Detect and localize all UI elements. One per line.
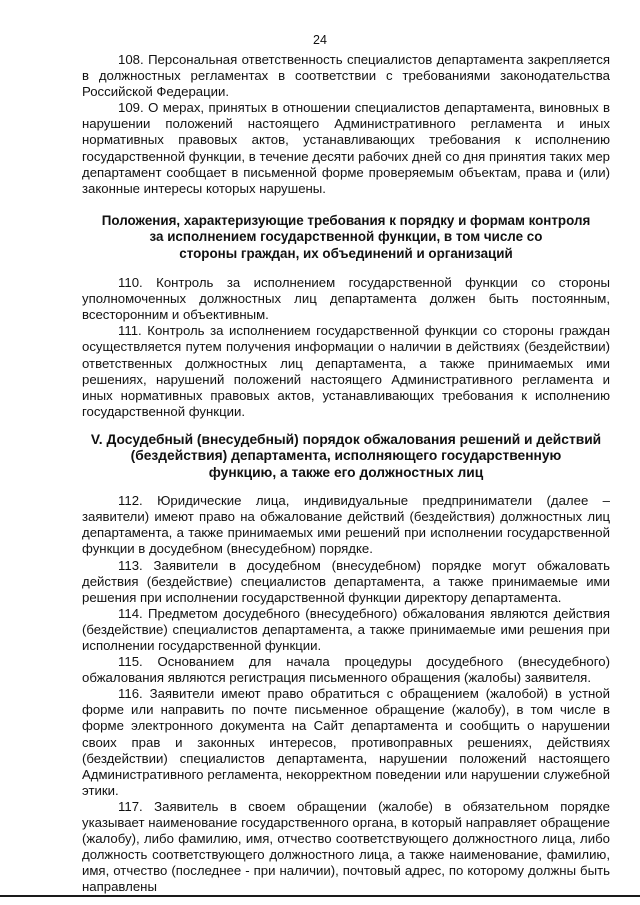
- heading-line: за исполнением государственной функции, в том числе со: [149, 229, 543, 245]
- paragraph-111: 111. Контроль за исполнением государственной функции со стороны граждан осуществляется путем получения информации о наличии в действиях (бездействии) ответственных должностных лиц департамента, а также принимаемых ими решениях, нарушений положений настоящего Административного регламента и иных нормативных правовых актов, устанавливающих требования к исполнению государственной функции.: [82, 323, 610, 419]
- paragraph-117: 117. Заявитель в своем обращении (жалобе) в обязательном порядке указывает наименование государственного органа, в который направляет обращение (жалобу), либо фамилию, имя, отчество соответствующего должностного лица, либо должность соответствующего должностного лица, а также наименование, фамилию, имя, отчество (последнее - при наличии), почтовый адрес, по которому должны быть направлены: [82, 798, 610, 895]
- section-heading-control: [82, 213, 610, 262]
- paragraph-113: 113. Заявители в досудебном (внесудебном) порядке могут обжаловать действия (бездействие) специалистов департамента, а также принимаемые ими решения при исполнении государственной функции директору департамента.: [82, 557, 610, 605]
- paragraph-112: 112. Юридические лица, индивидуальные предприниматели (далее – заявители) имеют право на обжалование действий (бездействия) должностных лиц департамента, а также принимаемых ими решений при исполнении государственной функции в досудебном (внесудебном) порядке.: [82, 493, 610, 557]
- heading-line: V. Досудебный (внесудебный) порядок обжалования решений и действий: [90, 431, 602, 447]
- page-bottom-border: [0, 895, 640, 897]
- paragraph-115: 115. Основанием для начала процедуры досудебного (внесудебного) обжалования являются регистрация письменного обращения (жалобы) заявителя.: [82, 654, 610, 686]
- paragraph-114: 114. Предметом досудебного (внесудебного) обжалования являются действия (бездействие) специалистов департамента, а также принимаемые ими решения при исполнении государственной функции.: [82, 605, 610, 653]
- paragraph-116: 116. Заявители имеют право обратиться с обращением (жалобой) в устной форме или направить по почте письменное обращение (жалобу), в том числе в форме электронного документа на Сайт департамента и сообщить о нарушении своих прав и законных интересов, противоправных решениях, действиях (бездействии) специалистов департамента, нарушении положений настоящего Административного регламента, некорректном поведении или нарушении служебной этики.: [82, 686, 610, 798]
- heading-line: (бездействия) департамента, исполняющего государственную: [130, 448, 562, 464]
- paragraph-110: 110. Контроль за исполнением государственной функции со стороны уполномоченных должностных лиц департамента должен быть постоянным, всесторонним и объективным.: [82, 275, 610, 323]
- document-body: [82, 52, 610, 895]
- heading-line: Положения, характеризующие требования к порядку и формам контроля: [101, 212, 591, 228]
- heading-line: функцию, а также его должностных лиц: [208, 464, 484, 480]
- paragraph-109: 109. О мерах, принятых в отношении специалистов департамента, виновных в нарушении положений настоящего Административного регламента и иных нормативных правовых актов, устанавливающих требования к исполнению государственной функции, в течение десяти рабочих дней со дня принятия таких мер департамент сообщает в письменной форме проверяемым объектам, права и (или) законные интересы которых нарушены.: [82, 100, 610, 196]
- page-number: 24: [313, 33, 327, 47]
- section-heading-appeal: [82, 432, 610, 481]
- paragraph-108: 108. Персональная ответственность специалистов департамента закрепляется в должностных регламентах в соответствии с требованиями законодательства Российской Федерации.: [82, 52, 610, 100]
- heading-line: стороны граждан, их объединений и организаций: [179, 245, 513, 261]
